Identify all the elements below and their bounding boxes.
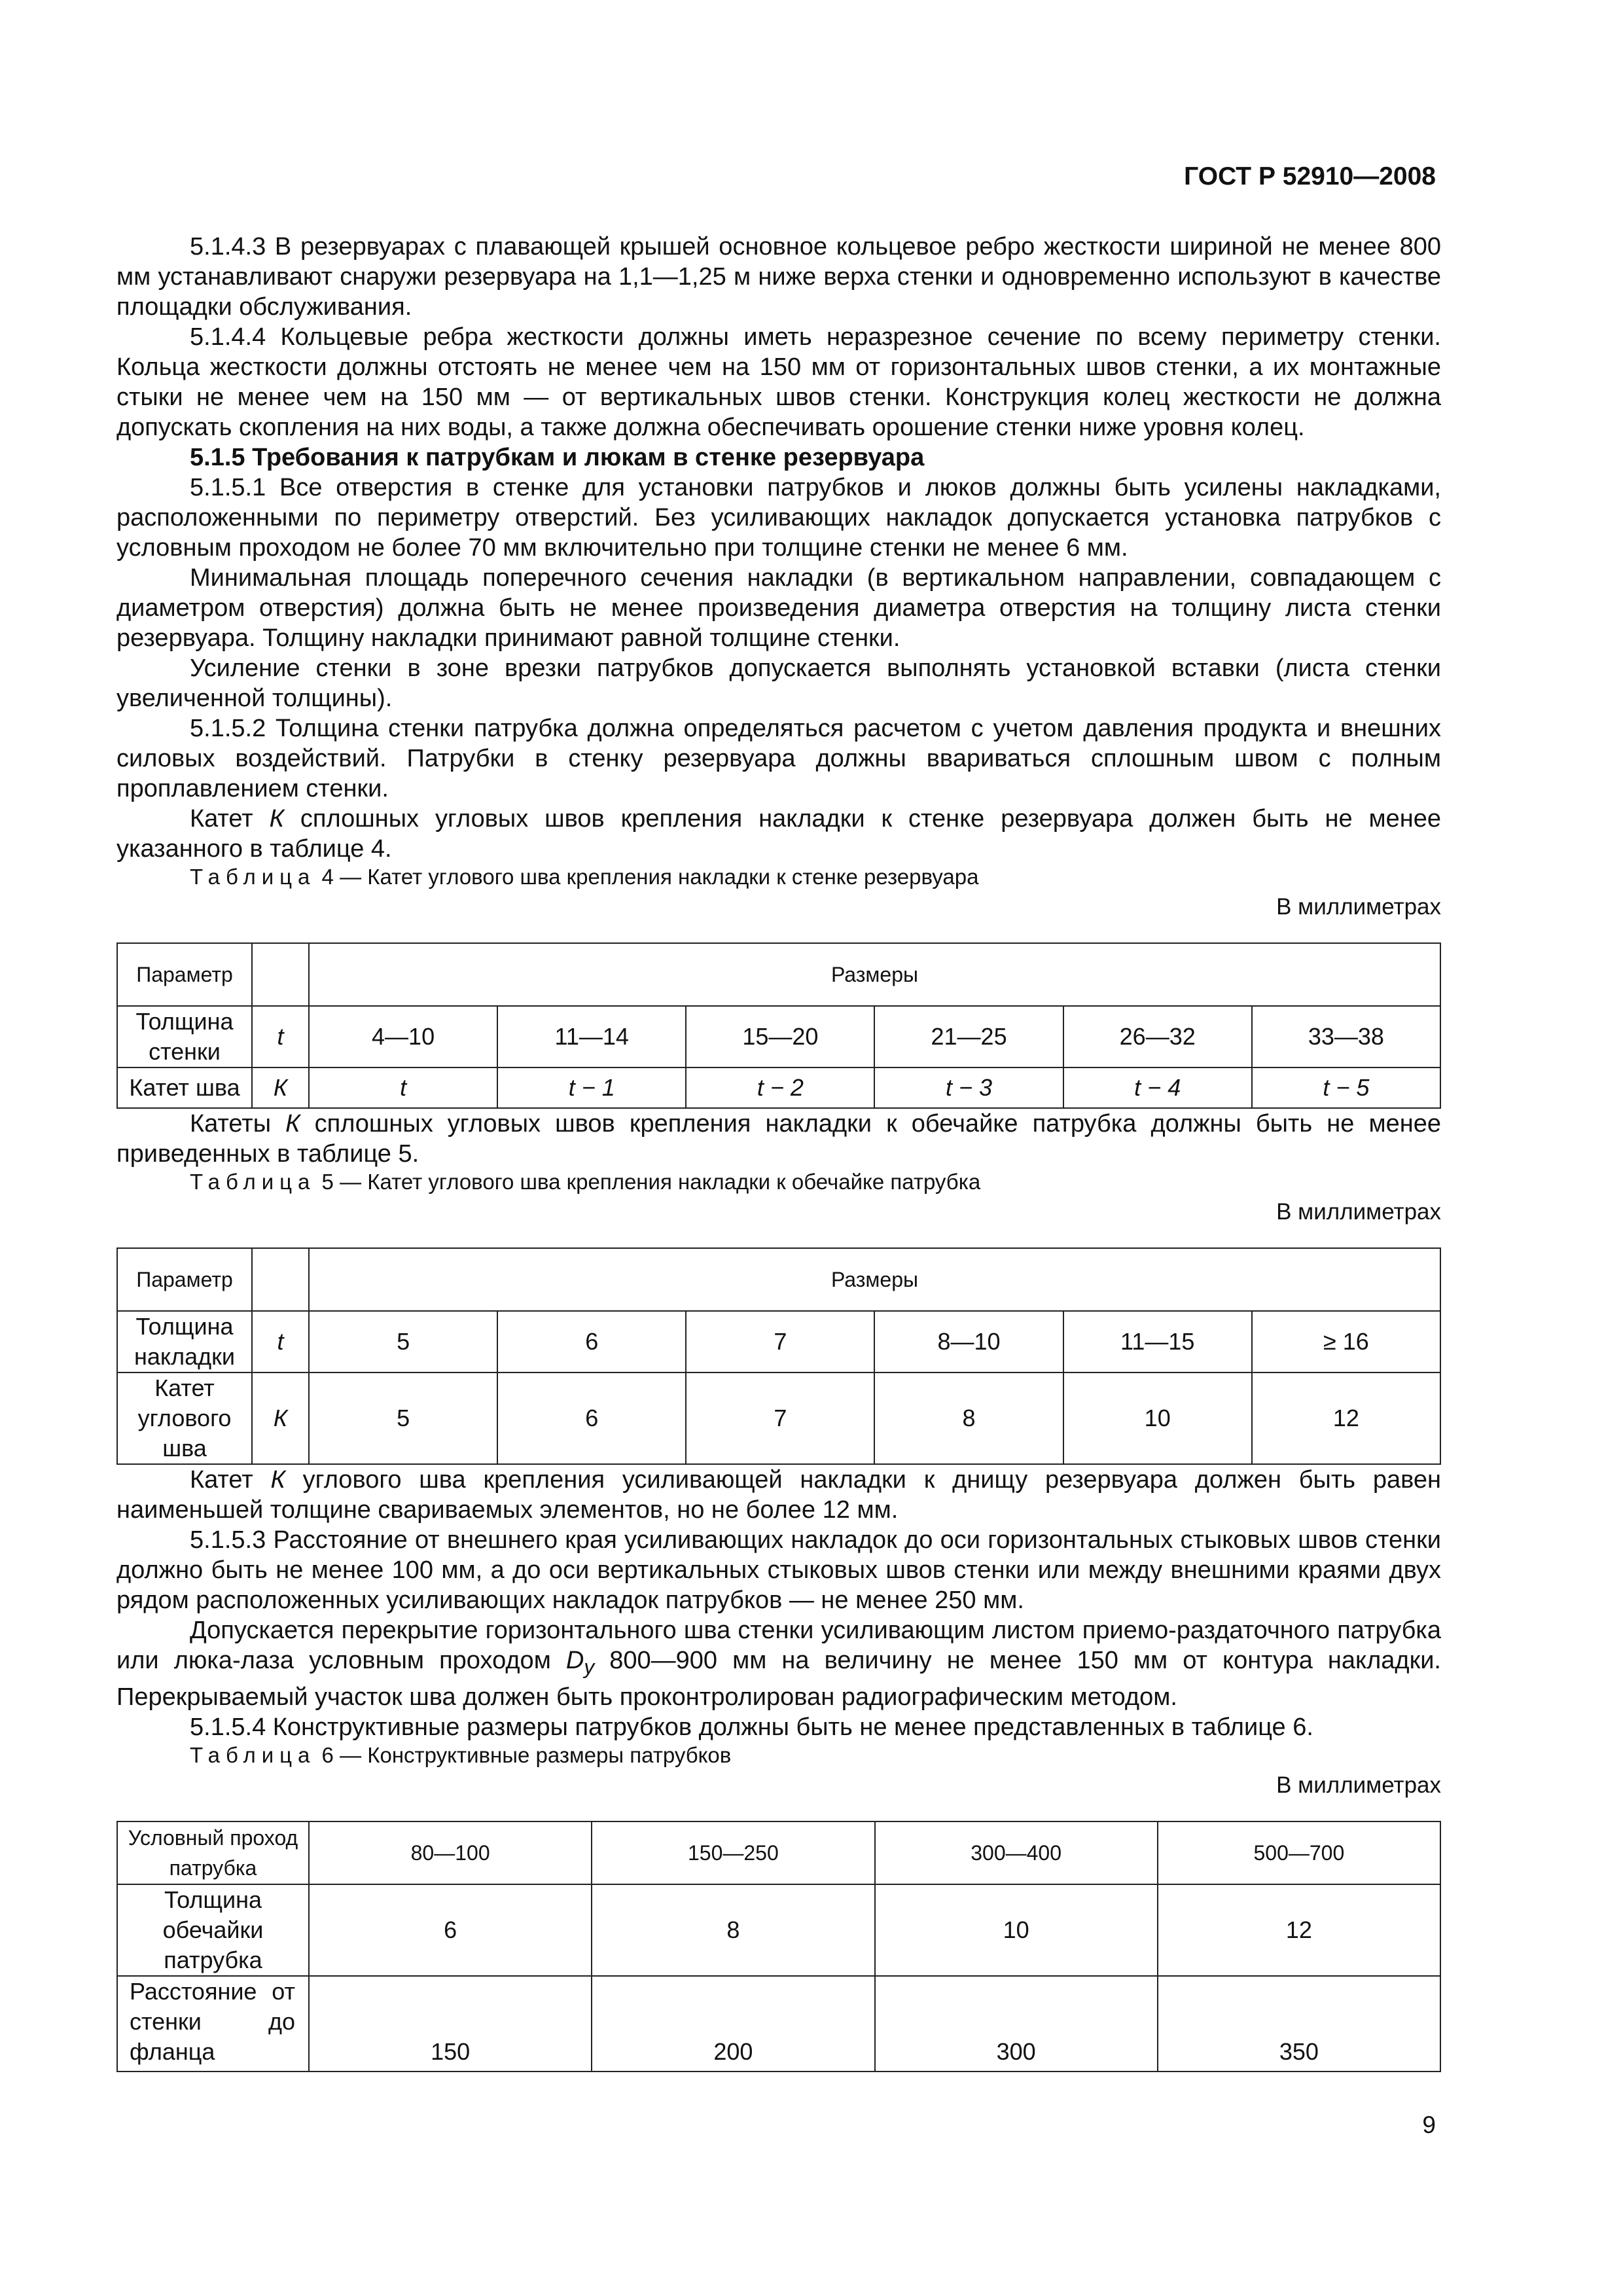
table-row: Толщина обечайки патрубка 6 8 10 12	[117, 1884, 1440, 1976]
table-6-caption: Таблица 6 — Конструктивные размеры патрубков	[190, 1742, 732, 1767]
table-header-sizes: Размеры	[309, 943, 1440, 1006]
table-row: Толщина накладки t 5 6 7 8—10 11—15 ≥ 16	[117, 1311, 1440, 1372]
paragraph-reinforcement: Усиление стенки в зоне врезки патрубков допускается выполнять установкой вставки (листа стенки увеличенной толщины).	[116, 655, 1441, 712]
paragraph-5-1-4-3: 5.1.4.3 В резервуарах с плавающей крышей основное кольцевое ребро жесткости шириной не менее 800 мм устанавливают снаружи резервуара на 1,1—1,25 м ниже верха стенки и одновременно используют в качестве площадки обслуживания.	[116, 233, 1441, 321]
table-6: Условный проход патрубка 80—100 150—250 300—400 500—700 Толщина обечайки патрубка 6 8 10 12 Расстояние от стенки до фланца 150 200 300 350	[116, 1821, 1441, 2072]
paragraph-5-1-5-4: 5.1.5.4 Конструктивные размеры патрубков должны быть не менее представленных в таблице 6.	[190, 1713, 1313, 1741]
document-code: ГОСТ Р 52910—2008	[1184, 162, 1436, 190]
paragraph-5-1-5-3: 5.1.5.3 Расстояние от внешнего края усиливающих накладок до оси горизонтальных стыковых швов стенки должно быть не менее 100 мм, а до оси вертикальных стыковых швов стенки или между внешними краями двух рядом расположенных усиливающих накладок патрубков — не менее 250 мм.	[116, 1526, 1441, 1614]
section-heading-5-1-5: 5.1.5 Требования к патрубкам и люкам в стенке резервуара	[190, 444, 925, 471]
paragraph-weld-leg-bottom: Катет К углового шва крепления усиливающей накладки к днищу резервуара должен быть равен наименьшей толщине свариваемых элементов, но не более 12 мм.	[116, 1466, 1441, 1524]
table-5-unit: В миллиметрах	[1276, 1199, 1441, 1225]
table-row: Расстояние от стенки до фланца 150 200 300 350	[117, 1976, 1440, 2072]
table-6-unit: В миллиметрах	[1276, 1772, 1441, 1798]
table-header-nominal-bore: Условный проход патрубка	[117, 1821, 309, 1884]
table-header-sizes: Размеры	[309, 1248, 1440, 1311]
paragraph-5-1-5-1: 5.1.5.1 Все отверстия в стенке для установки патрубков и люков должны быть усилены накладками, расположенными по периметру отверстий. Без усиливающих накладок допускается установка патрубков с условным проходом не более 70 мм включительно при толщине стенки не менее 6 мм.	[116, 474, 1441, 562]
table-4	[116, 942, 1441, 1109]
table-5	[116, 1247, 1441, 1465]
body-text	[116, 232, 1441, 2072]
paragraph-overlap: Допускается перекрытие горизонтального шва стенки усиливающим листом приемо-раздаточного патрубка или люка-лаза условным проходом $D_y$ 800—900 мм на величину не менее 150 мм от контура накладки. Перекрываемый участок шва должен быть проконтролирован радиографическим методом.	[116, 1617, 1441, 1711]
page-number: 9	[1422, 2111, 1436, 2138]
paragraph-5-1-4-4: 5.1.4.4 Кольцевые ребра жесткости должны иметь неразрезное сечение по всему периметру стенки. Кольца жесткости должны отстоять не менее чем на 150 мм от горизонтальных швов стенки, а их монтажные стыки не менее чем на 150 мм — от вертикальных швов стенки. Конструкция колец жесткости не должна допускать скопления на них воды, а также должна обеспечивать орошение стенки ниже уровня колец.	[116, 323, 1441, 441]
table-row: Катет углового шва К 5 6 7 8 10 12	[117, 1372, 1440, 1464]
table-4-caption: Таблица 4 — Катет углового шва крепления накладки к стенке резервуара	[190, 865, 979, 889]
table-row: Толщина стенки t 4—10 11—14 15—20 21—25 26—32 33—38	[117, 1006, 1440, 1067]
table-header-param: Параметр	[117, 943, 252, 1006]
paragraph-weld-leg-shell: Катеты К сплошных угловых швов крепления накладки к обечайке патрубка должны быть не менее приведенных в таблице 5.	[116, 1110, 1441, 1168]
paragraph-weld-leg-wall: Катет К сплошных угловых швов крепления накладки к стенке резервуара должен быть не менее указанного в таблице 4.	[116, 805, 1442, 863]
table-5-caption: Таблица 5 — Катет углового шва крепления накладки к обечайке патрубка	[190, 1170, 981, 1194]
table-4-unit: В миллиметрах	[1276, 894, 1441, 920]
paragraph-cross-section: Минимальная площадь поперечного сечения накладки (в вертикальном направлении, совпадающем с диаметром отверстия) должна быть не менее произведения диаметра отверстия на толщину листа стенки резервуара. Толщину накладки принимают равной толщине стенки.	[116, 564, 1441, 652]
paragraph-5-1-5-2: 5.1.5.2 Толщина стенки патрубка должна определяться расчетом с учетом давления продукта и внешних силовых воздействий. Патрубки в стенку резервуара должны ввариваться сплошным швом с полным проплавлением стенки.	[116, 715, 1441, 802]
table-row: Катет шва К t t − 1 t − 2 t − 3 t − 4 t − 5	[117, 1067, 1440, 1108]
table-header-param: Параметр	[117, 1248, 252, 1311]
